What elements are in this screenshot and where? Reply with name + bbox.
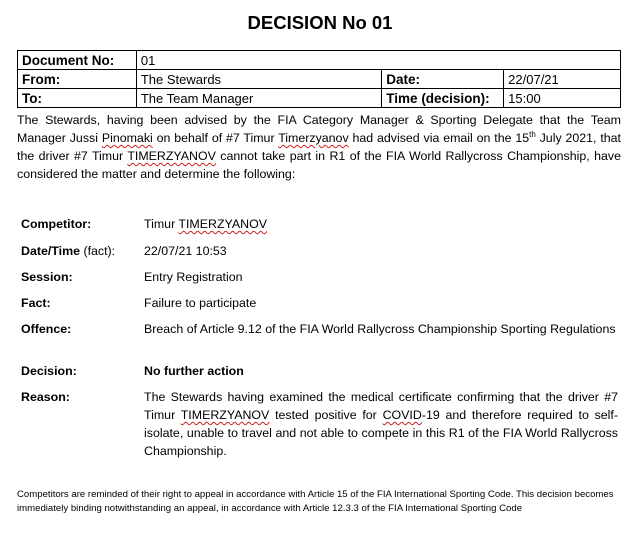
datetime-value: 22/07/21 10:53 xyxy=(144,244,227,258)
document-no-label: Document No: xyxy=(18,51,137,70)
date-value: 22/07/21 xyxy=(504,70,621,89)
header-row-document xyxy=(18,51,621,70)
offence-label: Offence: xyxy=(21,322,72,336)
datetime-label-main: Date/Time xyxy=(21,244,80,258)
intro-text: on behalf of #7 Timur xyxy=(152,131,279,145)
reason-covid: COVID xyxy=(382,408,422,422)
session-value: Entry Registration xyxy=(144,270,243,284)
decision-value: No further action xyxy=(144,364,244,378)
reason-text: The Stewards having examined the medical certificate confirming that the driver #7 Timur xyxy=(144,390,618,422)
time-value: 15:00 xyxy=(504,89,621,108)
datetime-label-suffix: (fact): xyxy=(80,244,116,258)
competitor-last-name: TIMERZYANOV xyxy=(178,217,267,231)
from-value: The Stewards xyxy=(136,70,381,89)
document-no-value: 01 xyxy=(136,51,620,70)
reason-value xyxy=(144,388,618,460)
intro-text: had advised via email on the 15 xyxy=(348,131,530,145)
reason-name: TIMERZYANOV xyxy=(180,408,270,422)
page-title: DECISION No 01 xyxy=(247,12,393,33)
competitor-first-name: Timur xyxy=(144,217,179,231)
to-label: To: xyxy=(18,89,137,108)
intro-superscript: th xyxy=(529,129,536,139)
decision-label: Decision: xyxy=(21,364,77,378)
intro-name-timur: Timerzyanov xyxy=(278,131,349,145)
date-label: Date: xyxy=(382,70,504,89)
intro-text: cannot take part in R1 of the FIA World Rallycross Championship, have considered the matter and determine the following: xyxy=(17,149,621,181)
reason-label: Reason: xyxy=(21,390,70,404)
reason-text: -19 and therefore required to self-isolate, unable to travel and not able to compete in this R1 of the FIA World Rallycross Championship. xyxy=(144,408,618,458)
competitor-value xyxy=(144,215,618,233)
header-table xyxy=(17,50,621,108)
to-value: The Team Manager xyxy=(136,89,381,108)
fact-label: Fact: xyxy=(21,296,51,310)
intro-name-manager: Pinomaki xyxy=(101,131,153,145)
from-label: From: xyxy=(18,70,137,89)
session-label: Session: xyxy=(21,270,73,284)
header-row-from xyxy=(18,70,621,89)
reason-text: tested positive for xyxy=(269,408,383,422)
intro-paragraph xyxy=(17,111,621,183)
offence-value: Breach of Article 9.12 of the FIA World Rallycross Championship Sporting Regulations xyxy=(144,322,616,336)
time-label: Time (decision): xyxy=(382,89,504,108)
intro-text: The Stewards, having been advised by the FIA Category Manager & Sporting Delegate that the Team Manager Jussi xyxy=(17,113,621,145)
appeal-footer: Competitors are reminded of their right to appeal in accordance with Article 15 of the FIA International Sporting Code. This decision becomes immediately binding notwithstanding an appeal, in accordance with Article 12.3.3 of the FIA International Sporting Code xyxy=(17,489,614,514)
fact-value: Failure to participate xyxy=(144,296,257,310)
datetime-label xyxy=(21,242,141,260)
intro-text: July 2021, that the driver #7 Timur xyxy=(17,131,621,163)
header-row-to xyxy=(18,89,621,108)
competitor-label: Competitor: xyxy=(21,217,92,231)
intro-name-timur-caps: TIMERZYANOV xyxy=(127,149,216,163)
